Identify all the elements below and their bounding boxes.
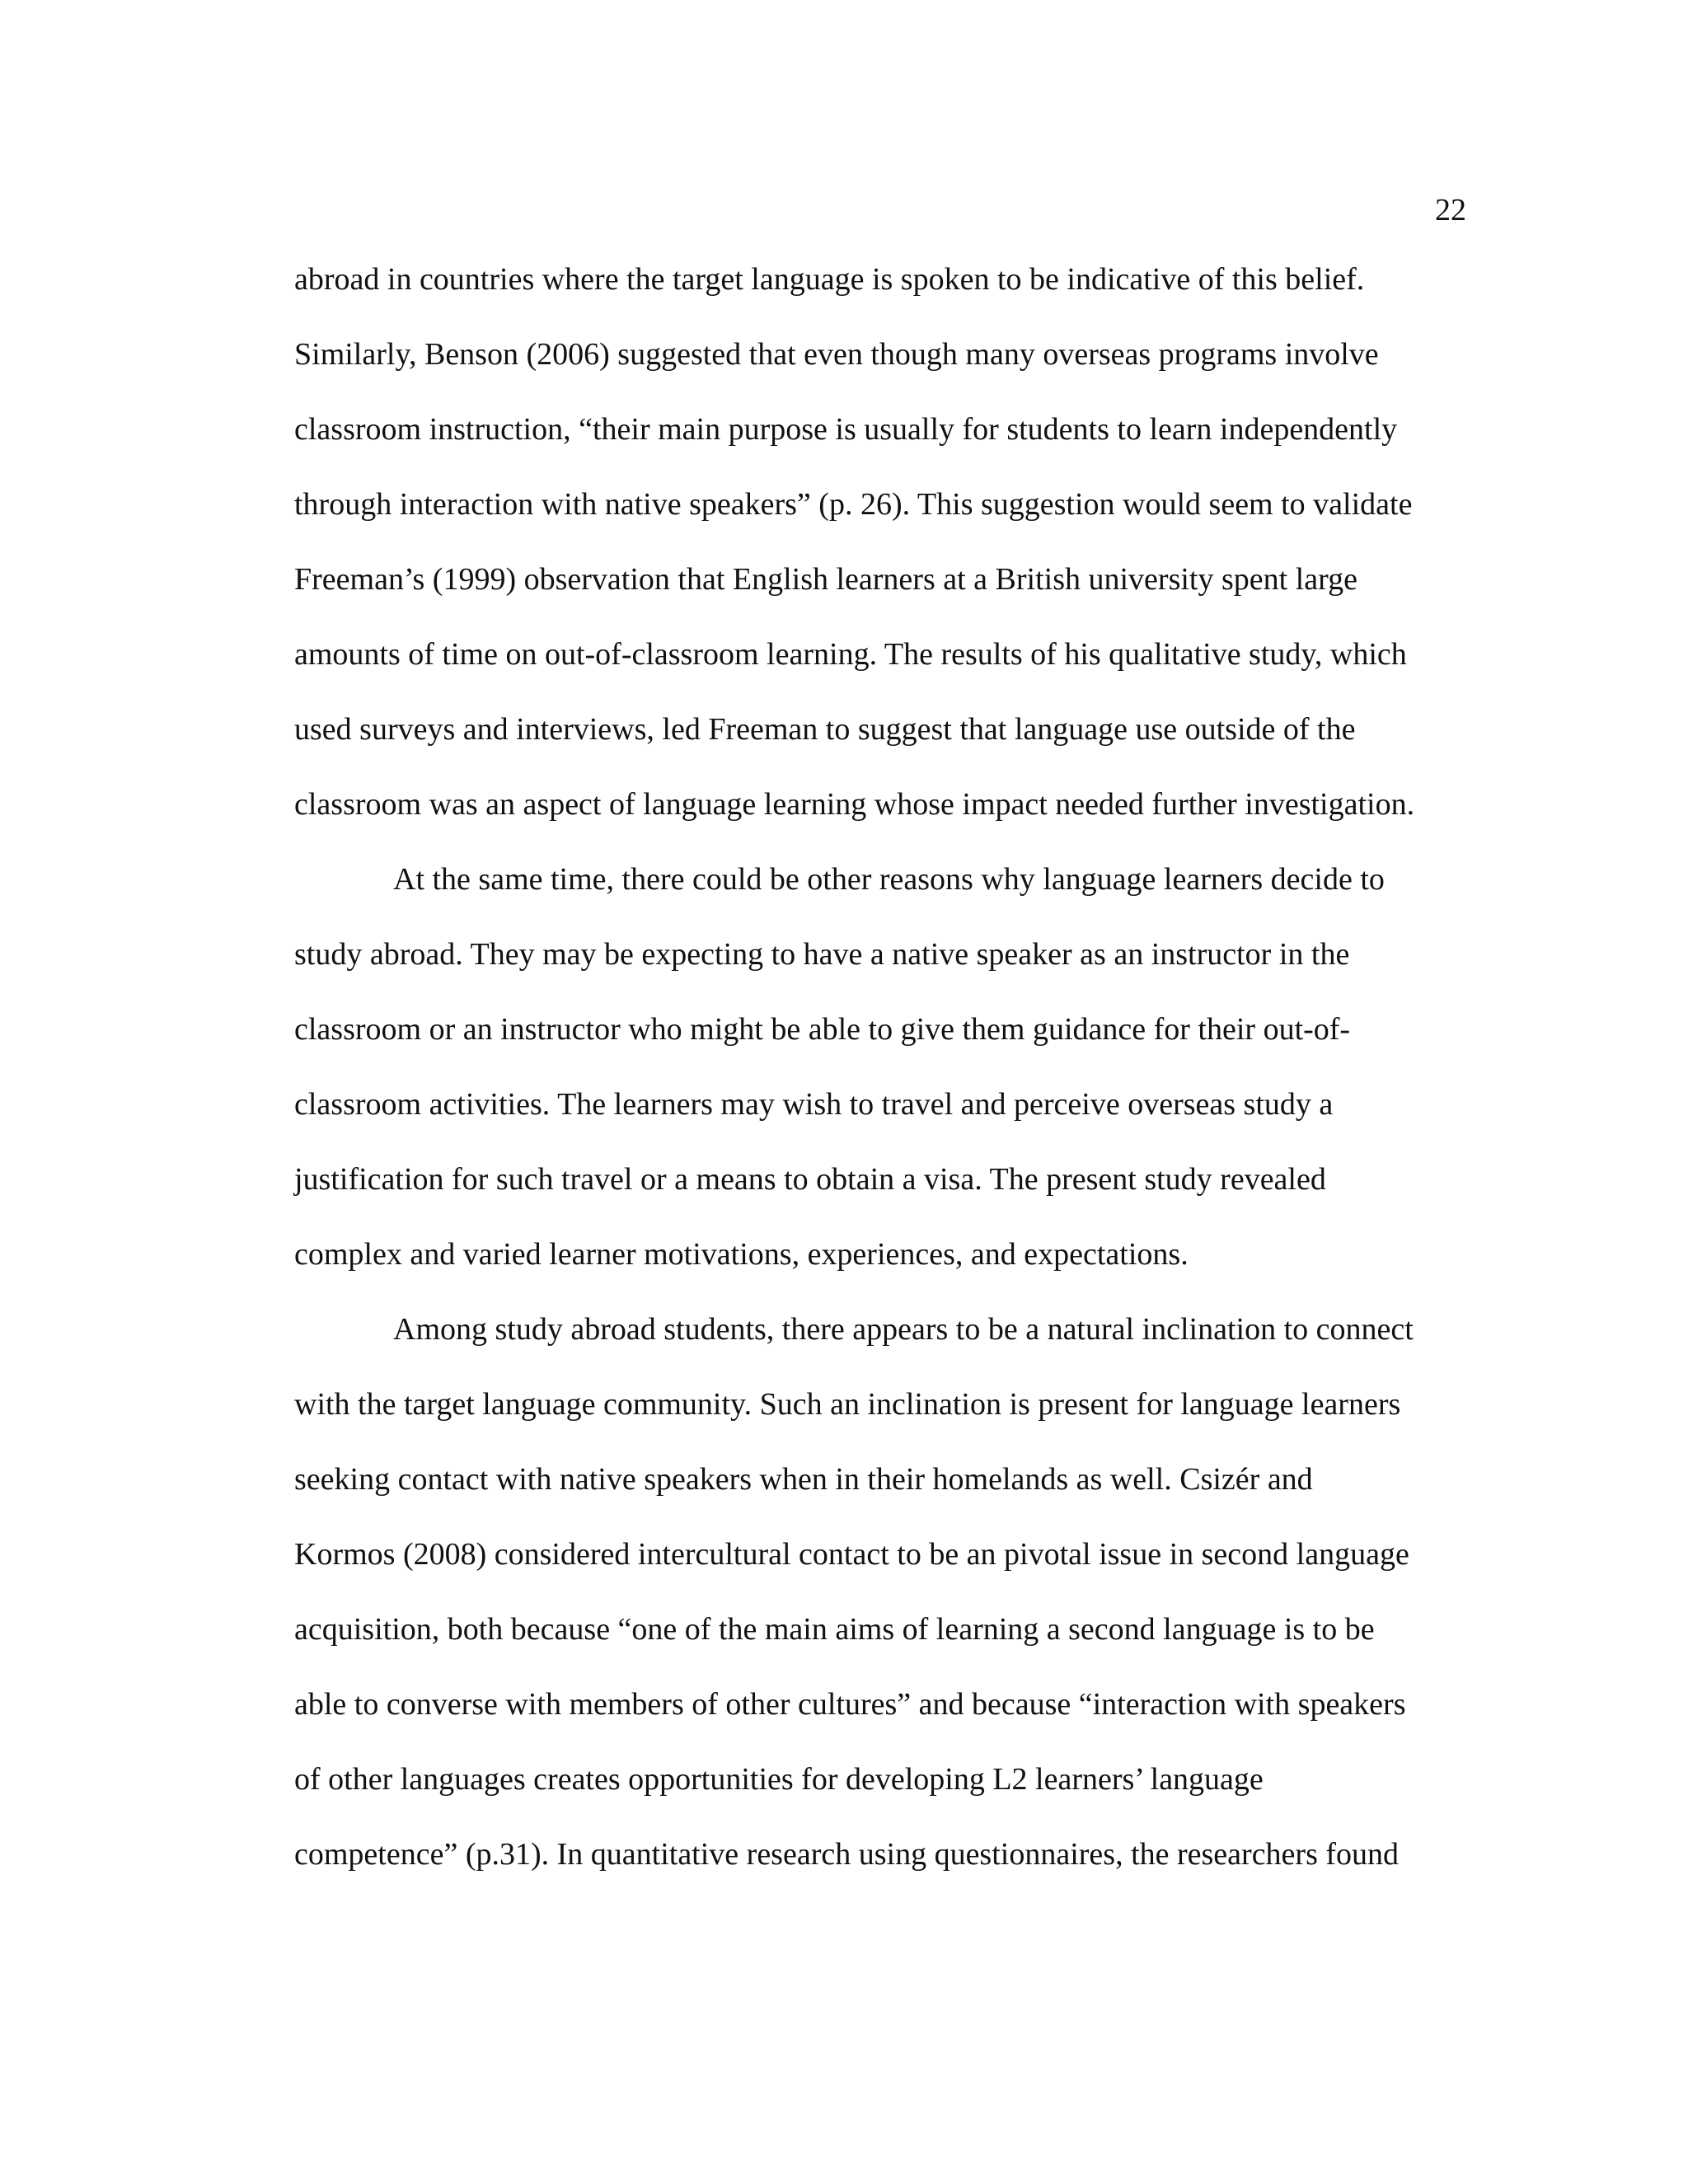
text-line: acquisition, both because “one of the main aims of learning a second language is to be [294,1612,1375,1647]
text-line: of other languages creates opportunities for developing L2 learners’ language [294,1762,1264,1797]
text-line: Freeman’s (1999) observation that English learners at a British university spent large [294,562,1357,597]
text-line: with the target language community. Such an inclination is present for language learners [294,1387,1401,1422]
text-line: classroom activities. The learners may wish to travel and perceive overseas study a [294,1087,1334,1122]
text-line: seeking contact with native speakers when in their homelands as well. Csizér and [294,1462,1313,1497]
text-line: Similarly, Benson (2006) suggested that even though many overseas programs involve [294,337,1379,372]
text-line: justification for such travel or a means to obtain a visa. The present study revealed [294,1162,1326,1197]
text-line: study abroad. They may be expecting to have a native speaker as an instructor in the [294,937,1350,972]
text-line: able to converse with members of other cultures” and because “interaction with speakers [294,1687,1406,1722]
text-line: amounts of time on out-of-classroom learning. The results of his qualitative study, which [294,637,1407,672]
text-line: classroom instruction, “their main purpose is usually for students to learn independently [294,412,1398,447]
text-line: competence” (p.31). In quantitative research using questionnaires, the researchers found [294,1837,1400,1872]
text-line: Kormos (2008) considered intercultural contact to be an pivotal issue in second language [294,1537,1409,1572]
text-line: through interaction with native speakers” (p. 26). This suggestion would seem to validate [294,487,1413,522]
text-line: abroad in countries where the target language is spoken to be indicative of this belief. [294,262,1365,297]
text-line: At the same time, there could be other reasons why language learners decide to [393,862,1385,897]
text-line: Among study abroad students, there appears to be a natural inclination to connect [393,1312,1414,1347]
text-line: classroom or an instructor who might be able to give them guidance for their out-of- [294,1012,1351,1047]
page-number: 22 [1435,193,1466,227]
text-line: used surveys and interviews, led Freeman to suggest that language use outside of the [294,712,1356,747]
text-line: complex and varied learner motivations, experiences, and expectations. [294,1237,1189,1272]
text-line: classroom was an aspect of language learning whose impact needed further investigation. [294,787,1415,822]
